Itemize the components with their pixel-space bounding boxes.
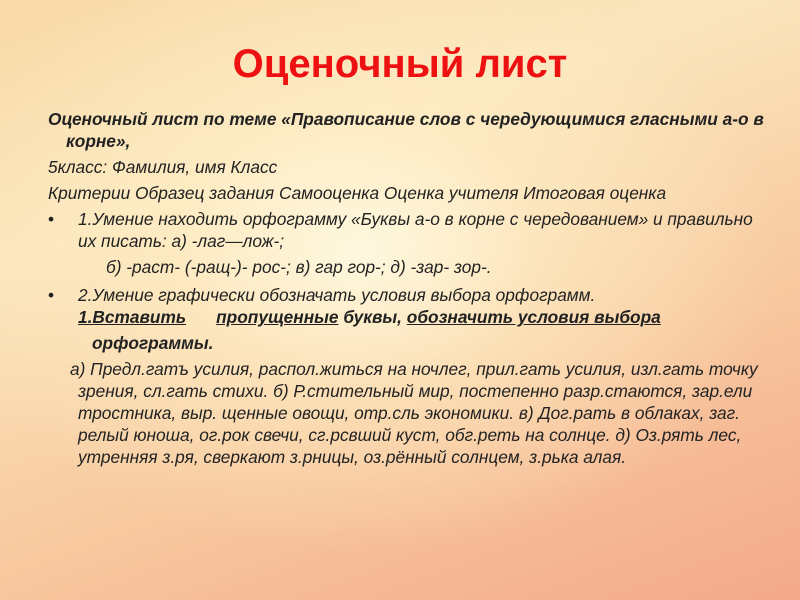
task-missing: пропущенные (216, 307, 339, 327)
bullet-icon: • (48, 285, 55, 305)
criterion-1: 1.Умение находить орфограмму «Буквы а-о в корне с чередованием» и правильно их писать: а) -лаг—лож-; (78, 209, 753, 251)
task-insert: 1.Вставить (78, 307, 187, 327)
exercise-text: а) Предл.гатъ усилия, распол.житься на ночлег, прил.гать усилия, изл.гать точку зрения, сл.гать стихи. б) Р.стительный мир, постепенно разр.стаются, зар.ели тростника, выр. щенные овощи, отр.сль экономики. в) Дог.рать в облаках, заг. релый юноша, ог.рок свечи, сг.рсвший куст, обг.реть на солнце. д) Оз.рять лес, утренняя з.ря, сверкают з.рницы, оз.рённый солнцем, з.рька алая. (70, 359, 758, 467)
slide-title: Оценочный лист (232, 42, 568, 86)
list-item (48, 284, 768, 328)
list-item (48, 208, 768, 252)
criterion-2: 2.Умение графически обозначать условия выбора орфограмм. (78, 285, 596, 305)
class-line: 5класс: Фамилия, имя Класс (48, 157, 278, 177)
task-mark-conditions: обозначить условия выбора (406, 307, 661, 327)
task-letters: буквы, (343, 307, 402, 327)
bullet-icon: • (48, 209, 55, 229)
criteria-line: Критерии Образец задания Самооценка Оценка учителя Итоговая оценка (48, 183, 667, 203)
task-continuation: орфограммы. (92, 333, 214, 353)
topic-heading: Оценочный лист по теме «Правописание слов с чередующимися гласными а-о в корне», (48, 109, 764, 151)
criterion-1-continuation: б) -раст- (-ращ-)- рос-; в) гар гор-; д) -зар- зор-. (106, 257, 492, 277)
slide-body (48, 108, 768, 472)
